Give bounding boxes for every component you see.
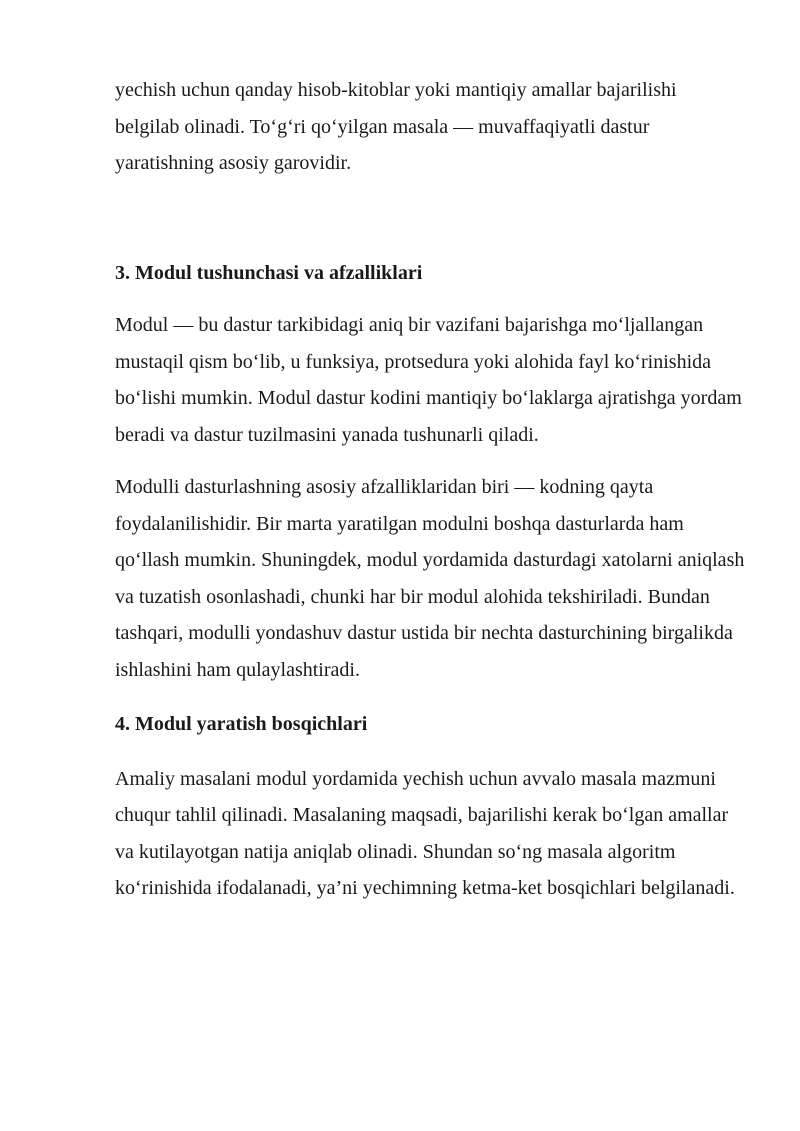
section-3-paragraph-1: Modul — bu dastur tarkibidagi aniq bir vazifani bajarishga mo‘ljallangan mustaqil qism bo‘lib, u funksiya, protsedura yoki alohida fayl ko‘rinishida bo‘lishi mumkin. Modul dastur kodini mantiqiy bo‘laklarga ajratishga yordam beradi va dastur tuzilmasini yanada tushunarli qiladi. bbox=[115, 314, 742, 446]
section-3-heading: 3. Modul tushunchasi va afzalliklari bbox=[115, 261, 423, 284]
section-4-paragraph-1: Amaliy masalani modul yordamida yechish uchun avvalo masala mazmuni chuqur tahlil qilinadi. Masalaning maqsadi, bajarilishi kerak bo‘lgan amallar va kutilayotgan natija aniqlab olinadi. Shundan so‘ng masala algoritm ko‘rinishida ifodalanadi, ya’ni yechimning ketma-ket bosqichlari belgilanadi. bbox=[115, 767, 735, 899]
document-page bbox=[115, 72, 745, 907]
section-4-heading: 4. Modul yaratish bosqichlari bbox=[115, 713, 368, 735]
section-3-paragraph-2: Modulli dasturlashning asosiy afzalliklaridan biri — kodning qayta foydalanilishidir. Bir marta yaratilgan modulni boshqa dasturlarda ham qo‘llash mumkin. Shuningdek, modul yordamida dasturdagi xatolarni aniqlash va tuzatish osonlashadi, chunki har bir modul alohida tekshiriladi. Bundan tashqari, modulli yondashuv dastur ustida bir nechta dasturchining birgalikda ishlashini ham qulaylashtiradi. bbox=[115, 476, 745, 681]
intro-paragraph: yechish uchun qanday hisob-kitoblar yoki mantiqiy amallar bajarilishi belgilab olinadi. To‘g‘ri qo‘yilgan masala — muvaffaqiyatli dastur yaratishning asosiy garovidir. bbox=[115, 79, 677, 174]
